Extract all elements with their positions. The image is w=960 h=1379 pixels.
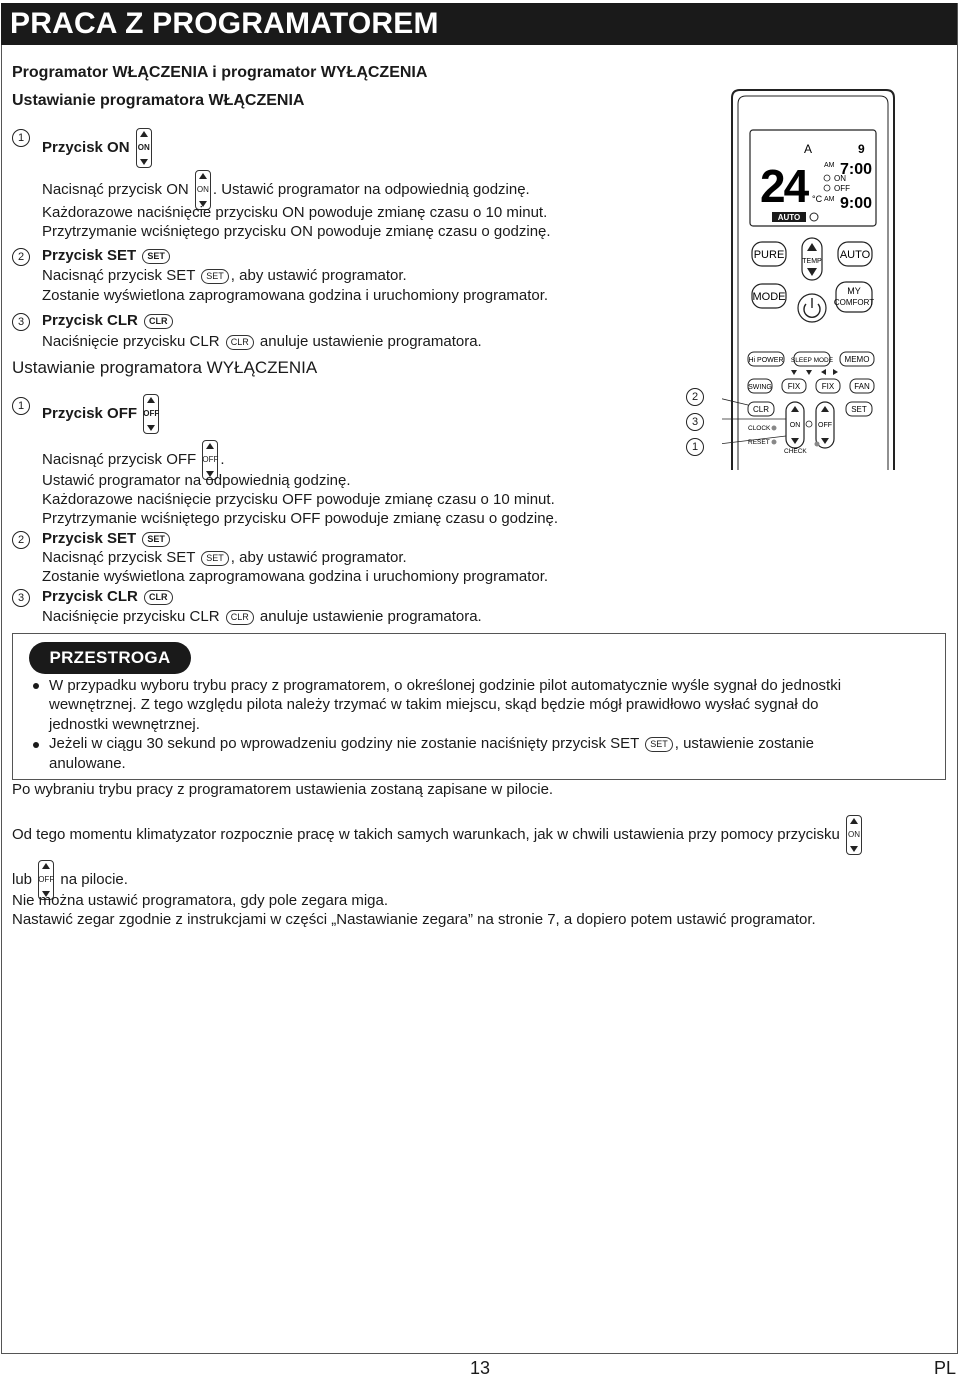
- on-key-icon: ON: [195, 170, 211, 210]
- note-5: Nastawić zegar zgodnie z instrukcjami w części „Nastawianie zegara” na stronie 7, a dopiero potem ustawić programator.: [12, 911, 816, 928]
- svg-text:SLEEP MODE: SLEEP MODE: [790, 357, 834, 364]
- set-key-icon: SET: [645, 737, 673, 752]
- off-step2-label: Przycisk SET SET: [42, 529, 172, 548]
- set-key-icon: SET: [201, 551, 229, 566]
- svg-text:CLR: CLR: [752, 405, 770, 414]
- step-number: 1: [12, 397, 30, 415]
- on-step1-line1: Nacisnąć przycisk ON ON . Ustawić programator na odpowiednią godzinę.: [42, 170, 530, 210]
- remote-callout-3: 3: [686, 413, 704, 431]
- display-unit: °C: [812, 194, 823, 204]
- off-timer-heading: Ustawianie programatora WYŁĄCZENIA: [12, 358, 318, 377]
- svg-text:FIX: FIX: [787, 382, 801, 391]
- svg-text:9: 9: [858, 142, 865, 156]
- warning-b1-line3: jednostki wewnętrznej.: [49, 716, 200, 733]
- on-step1-label: [42, 128, 154, 168]
- section-title: Programator WŁĄCZENIA i programator WYŁĄCZENIA: [12, 64, 428, 81]
- svg-text:MY: MY: [847, 286, 861, 296]
- bullet-icon: [33, 683, 39, 689]
- page-header: [1, 3, 957, 45]
- off-key-icon: OFF: [202, 440, 218, 480]
- step-number: 2: [12, 248, 30, 266]
- on-step3-label: Przycisk CLR CLR: [42, 311, 175, 330]
- display-temp: 24: [760, 160, 808, 212]
- svg-text:FIX: FIX: [821, 382, 835, 391]
- off-key-icon: OFF: [38, 860, 54, 900]
- svg-text:FAN: FAN: [854, 382, 870, 391]
- svg-text:AM: AM: [824, 196, 835, 203]
- set-key-icon: SET: [142, 249, 170, 264]
- note-1: Po wybraniu trybu pracy z programatorem ustawienia zostaną zapisane w pilocie.: [12, 781, 554, 798]
- svg-text:AM: AM: [824, 162, 835, 169]
- svg-text:SWING: SWING: [748, 384, 772, 391]
- svg-text:AUTO: AUTO: [839, 249, 871, 261]
- set-key-icon: SET: [201, 269, 229, 284]
- off-key-icon: OFF: [143, 394, 159, 434]
- page-number: 13: [470, 1358, 491, 1378]
- off-step2-line1: Nacisnąć przycisk SET SET , aby ustawić programator.: [42, 549, 407, 566]
- svg-text:MODE: MODE: [752, 291, 786, 303]
- on-step2-line2: Zostanie wyświetlona zaprogramowana godzina i uruchomiony programator.: [42, 287, 549, 304]
- on-step2-line1: Nacisnąć przycisk SET SET , aby ustawić programator.: [42, 267, 407, 284]
- note-2: Od tego momentu klimatyzator rozpocznie pracę w takich samych warunkach, jak w chwili ustawienia przy pomocy przycisku ON: [12, 815, 864, 855]
- step-number: 1: [12, 129, 30, 147]
- on-step3-line1: Naciśnięcie przycisku CLR CLR anuluje ustawienie programatora.: [42, 333, 482, 350]
- on-timer-heading: Ustawianie programatora WŁĄCZENIA: [12, 92, 305, 109]
- off-step1-label: Przycisk OFF OFF: [42, 394, 161, 434]
- warning-b2-line2: anulowane.: [49, 755, 126, 772]
- off-step3-line1: Naciśnięcie przycisku CLR CLR anuluje ustawienie programatora.: [42, 608, 482, 625]
- on-key-icon: ON: [136, 128, 152, 168]
- step-number: 2: [12, 531, 30, 549]
- note-3: lub OFF na pilocie.: [12, 860, 128, 900]
- svg-text:COMFORT: COMFORT: [833, 298, 875, 307]
- warning-b2-line1: Jeżeli w ciągu 30 sekund po wprowadzeniu godziny nie zostanie naciśnięty przycisk SET SET , ustawienie zostanie: [49, 735, 814, 752]
- svg-text:CHECK: CHECK: [784, 448, 807, 455]
- remote-callout-1: 1: [686, 438, 704, 456]
- pure-button-label: PURE: [753, 249, 785, 261]
- display-time-off: 9:00: [840, 195, 873, 212]
- svg-text:Hi POWER: Hi POWER: [748, 357, 784, 364]
- svg-text:OFF: OFF: [834, 184, 850, 193]
- svg-text:RESET: RESET: [748, 439, 770, 446]
- display-a: A: [803, 142, 813, 156]
- off-step1-line1: Nacisnąć przycisk OFF OFF .: [42, 440, 225, 480]
- on-key-icon: ON: [846, 815, 862, 855]
- off-step1-line2: Ustawić programator na odpowiednią godzinę.: [42, 472, 351, 489]
- clr-key-icon: CLR: [226, 335, 254, 350]
- svg-text:TEMP: TEMP: [802, 258, 822, 265]
- remote-control-illustration: [722, 86, 902, 476]
- clr-key-icon: CLR: [144, 590, 173, 605]
- display-time-on: 7:00: [840, 161, 873, 178]
- clr-key-icon: CLR: [226, 610, 254, 625]
- step-number: 3: [12, 589, 30, 607]
- step-number: 3: [12, 313, 30, 331]
- svg-text:ON: ON: [834, 174, 846, 183]
- remote-callout-2: 2: [686, 388, 704, 406]
- on-step2-label: Przycisk SET SET: [42, 246, 172, 265]
- language-code: PL: [934, 1358, 957, 1378]
- off-step1-line4: Przytrzymanie wciśniętego przycisku OFF powoduje zmianę czasu o godzinę.: [42, 510, 559, 527]
- off-step1-line3: Każdorazowe naciśnięcie przycisku OFF powoduje zmianę czasu o 10 minut.: [42, 491, 555, 508]
- svg-text:OFF: OFF: [818, 422, 832, 429]
- svg-text:CLOCK: CLOCK: [748, 425, 771, 432]
- svg-text:MEMO: MEMO: [844, 355, 870, 364]
- note-4: Nie można ustawić programatora, gdy pole zegara miga.: [12, 892, 389, 909]
- on-step1-line3: Przytrzymanie wciśniętego przycisku ON powoduje zmianę czasu o godzinę.: [42, 223, 551, 240]
- set-key-icon: SET: [142, 532, 170, 547]
- off-step3-label: Przycisk CLR CLR: [42, 587, 175, 606]
- svg-text:ON: ON: [789, 422, 801, 429]
- off-step2-line2: Zostanie wyświetlona zaprogramowana godzina i uruchomiony programator.: [42, 568, 549, 585]
- page-title: PRACA Z PROGRAMATOREM: [10, 7, 439, 40]
- svg-text:SET: SET: [851, 405, 867, 414]
- on-step1-line2: Każdorazowe naciśnięcie przycisku ON powoduje zmianę czasu o 10 minut.: [42, 204, 548, 221]
- clr-key-icon: CLR: [144, 314, 173, 329]
- warning-b1-line1: W przypadku wyboru trybu pracy z programatorem, o określonej godzinie pilot automatycznie wyśle sygnał do jednostki: [49, 677, 842, 694]
- warning-b1-line2: wewnętrznej. Z tego względu pilota należy trzymać w takim miejscu, skąd będzie mógł prawidłowo wysłać sygnał do: [49, 696, 819, 713]
- bullet-icon: [33, 742, 39, 748]
- on-step1-label-text: Przycisk ON: [42, 138, 130, 156]
- svg-text:AUTO: AUTO: [777, 213, 801, 222]
- warning-badge: PRZESTROGA: [29, 642, 191, 674]
